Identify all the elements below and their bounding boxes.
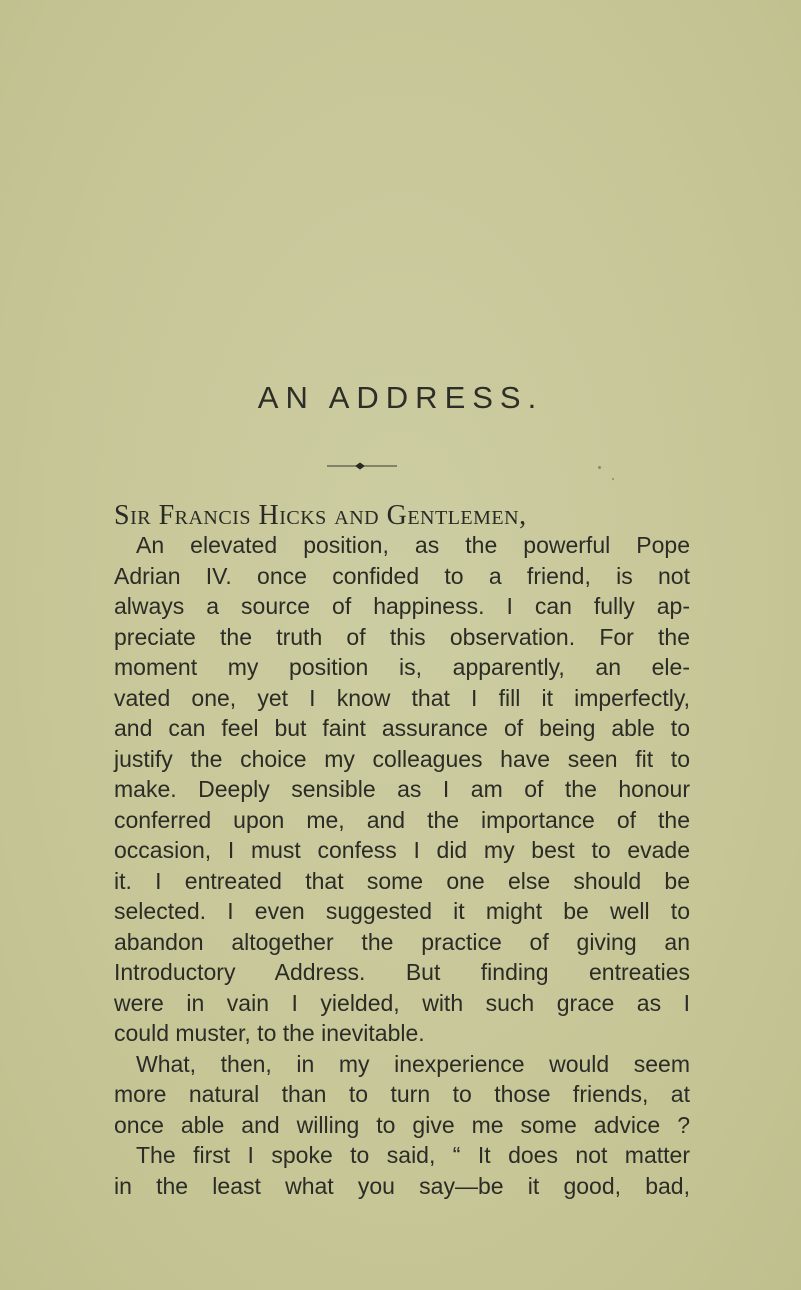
text-line: justify the choice my colleagues have seen fit to xyxy=(114,745,690,772)
text-line: were in vain I yielded, with such grace as I xyxy=(114,989,690,1016)
salutation: Sir Francis Hicks and Gentlemen, xyxy=(114,500,527,531)
text-line: conferred upon me, and the importance of the xyxy=(114,806,690,833)
text-line: more natural than to turn to those friends, at xyxy=(114,1081,690,1107)
text-line: Adrian IV. once confided to a friend, is not xyxy=(114,562,690,589)
text-line: abandon altogether the practice of giving an xyxy=(114,928,690,955)
text-line: in the least what you say—be it good, bad, xyxy=(114,1172,690,1199)
text-line: always a source of happiness. I can fully ap- xyxy=(114,593,690,619)
text-line: and can feel but faint assurance of being able to xyxy=(114,715,690,741)
text-line: once able and willing to give me some advice ? xyxy=(114,1111,690,1138)
text-line: could muster, to the inevitable. xyxy=(114,1020,425,1046)
text-line: vated one, yet I know that I fill it imperfectly, xyxy=(114,684,690,711)
text-line: The first I spoke to said, “ It does not matter xyxy=(136,1142,690,1168)
text-line: Introductory Address. But finding entreaties xyxy=(114,959,690,985)
page-title: AN ADDRESS. xyxy=(257,380,544,415)
text-line: preciate the truth of this observation. For the xyxy=(114,623,690,650)
paper-speck xyxy=(598,466,601,469)
text-line: occasion, I must confess I did my best to evade xyxy=(114,837,690,863)
text-line: it. I entreated that some one else should be xyxy=(114,867,690,894)
text-line: make. Deeply sensible as I am of the honour xyxy=(114,776,690,802)
paper-speck xyxy=(612,478,614,480)
text-line: An elevated position, as the powerful Pope xyxy=(136,532,690,558)
text-line: moment my position is, apparently, an ele- xyxy=(114,654,690,680)
text-line: What, then, in my inexperience would seem xyxy=(136,1050,690,1077)
body-text xyxy=(114,530,690,1201)
ornament-divider-icon xyxy=(327,461,397,471)
text-line: selected. I even suggested it might be well to xyxy=(114,898,690,924)
